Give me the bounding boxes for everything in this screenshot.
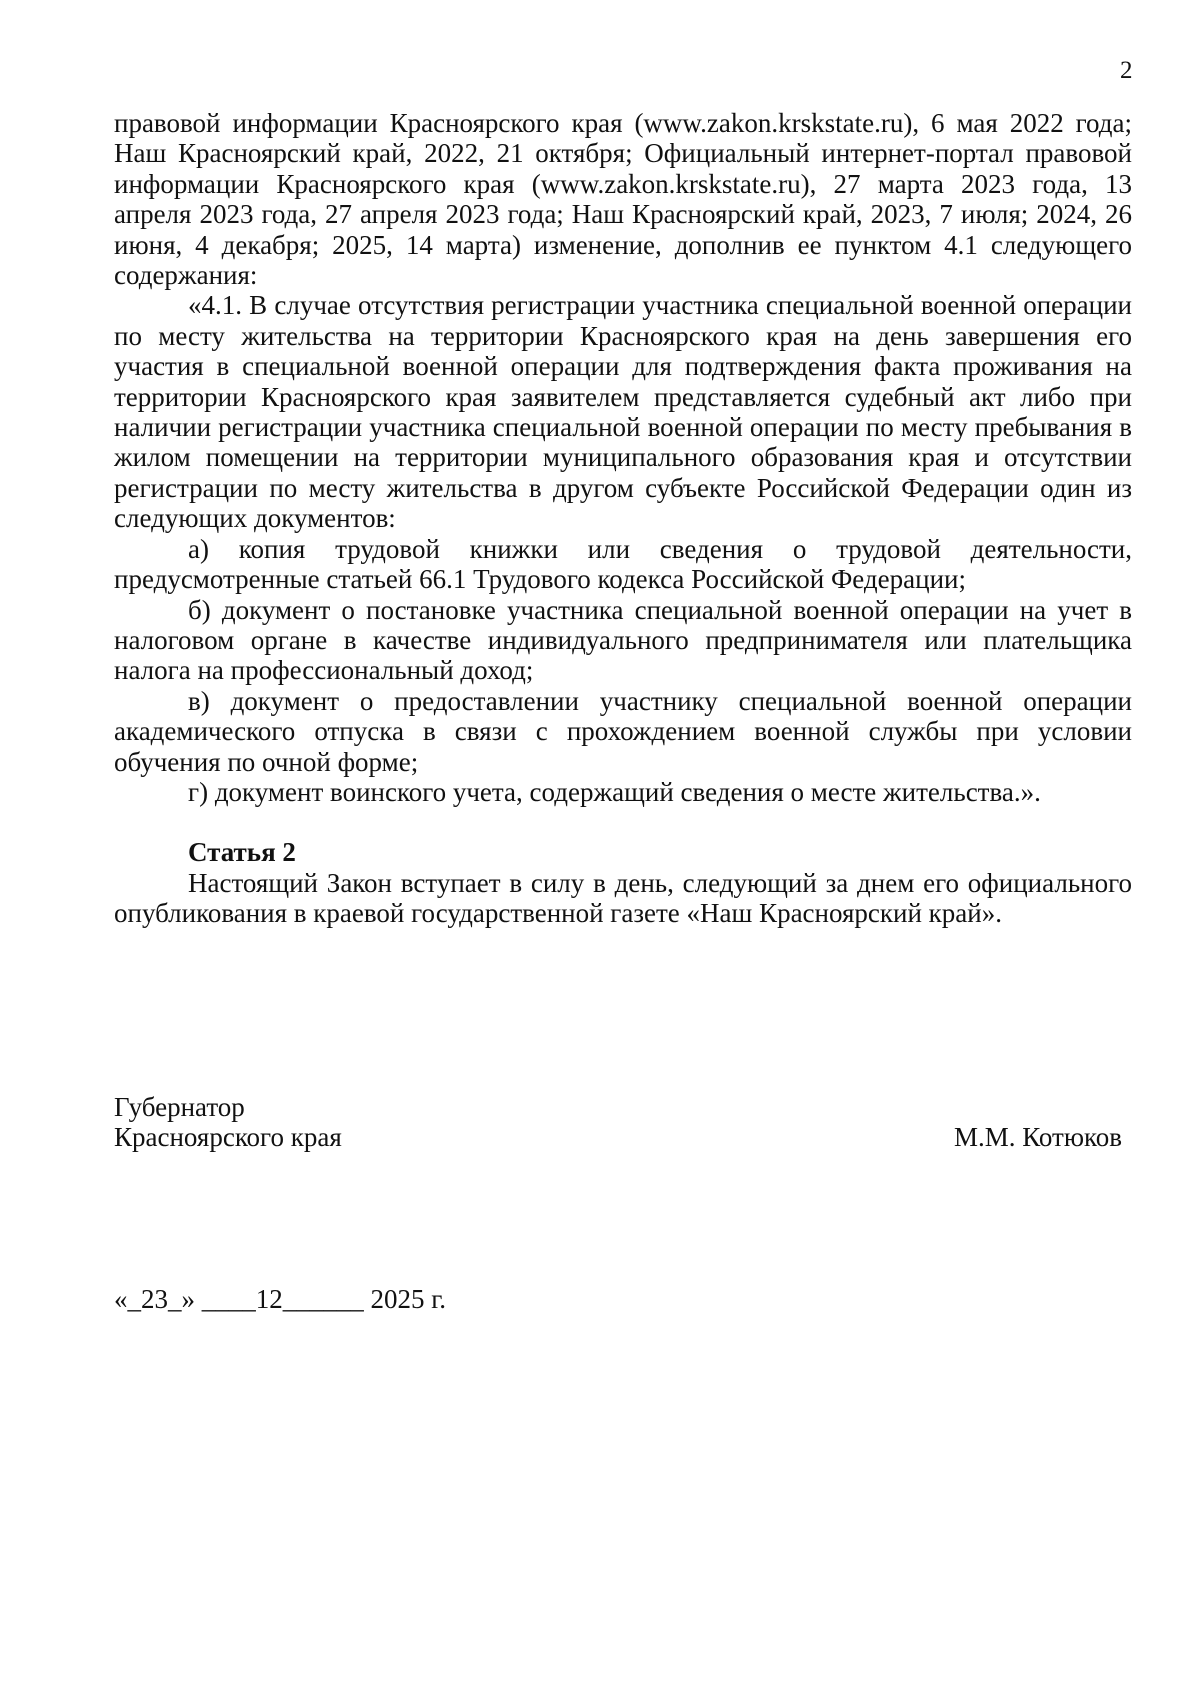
article-2-title: Статья 2 bbox=[188, 837, 296, 868]
signature-position-line-1 bbox=[114, 1092, 1132, 1122]
point-4-1-paragraph: «4.1. В случае отсутствия регистрации участника специальной военной операции по месту жительства на территории Красноярского края на день завершения его участия в специальной военной операции для подтверждения факта проживания на территории Красноярского края заявителем представляется судебный акт либо при наличии регистрации участника специальной военной операции по месту пребывания в жилом помещении на территории муниципального образования края и отсутствии регистрации по месту жительства в другом субъекте Российской Федерации один из следующих документов: bbox=[114, 290, 1132, 534]
subpoint-a: а) копия трудовой книжки или сведения о трудовой деятельности, предусмотренные статьей 66.1 Трудового кодекса Российской Федерации; bbox=[114, 533, 1132, 595]
subpoint-v: в) документ о предоставлении участнику специальной военной операции академического отпуска в связи с прохождением военной службы при условии обучения по очной форме; bbox=[114, 685, 1132, 777]
signature-block bbox=[114, 1092, 1132, 1153]
subpoint-g: г) документ воинского учета, содержащий сведения о месте жительства.». bbox=[188, 776, 1041, 807]
page-number: 2 bbox=[1120, 57, 1133, 84]
signature-position-region: Красноярского края bbox=[114, 1122, 342, 1153]
intro-paragraph: правовой информации Красноярского края (www.zakon.krskstate.ru), 6 мая 2022 года; Наш Красноярский край, 2022, 21 октября; Официальный интернет-портал правовой информации Красноярского края (www.zakon.krskstate.ru), 27 марта 2023 года, 13 апреля 2023 года, 27 апреля 2023 года; Наш Красноярский край, 2023, 7 июля; 2024, 26 июня, 4 декабря; 2025, 14 марта) изменение, дополнив ее пунктом 4.1 следующего содержания: bbox=[114, 108, 1132, 291]
signing-date: «_23_» ____12______ 2025 г. bbox=[114, 1284, 447, 1314]
article-2-text: Настоящий Закон вступает в силу в день, следующий за днем его официального опубликования в краевой государственной газете «Наш Красноярский край». bbox=[114, 867, 1132, 929]
document-body bbox=[114, 108, 1132, 929]
section-spacer bbox=[114, 807, 1132, 837]
signatory-name: М.М. Котюков bbox=[953, 1122, 1122, 1153]
signature-position-line-2 bbox=[114, 1122, 1132, 1152]
signature-position-title: Губернатор bbox=[114, 1092, 245, 1122]
subpoint-b: б) документ о постановке участника специальной военной операции на учет в налоговом органе в качестве индивидуального предпринимателя или плательщика налога на профессиональный доход; bbox=[114, 594, 1132, 686]
